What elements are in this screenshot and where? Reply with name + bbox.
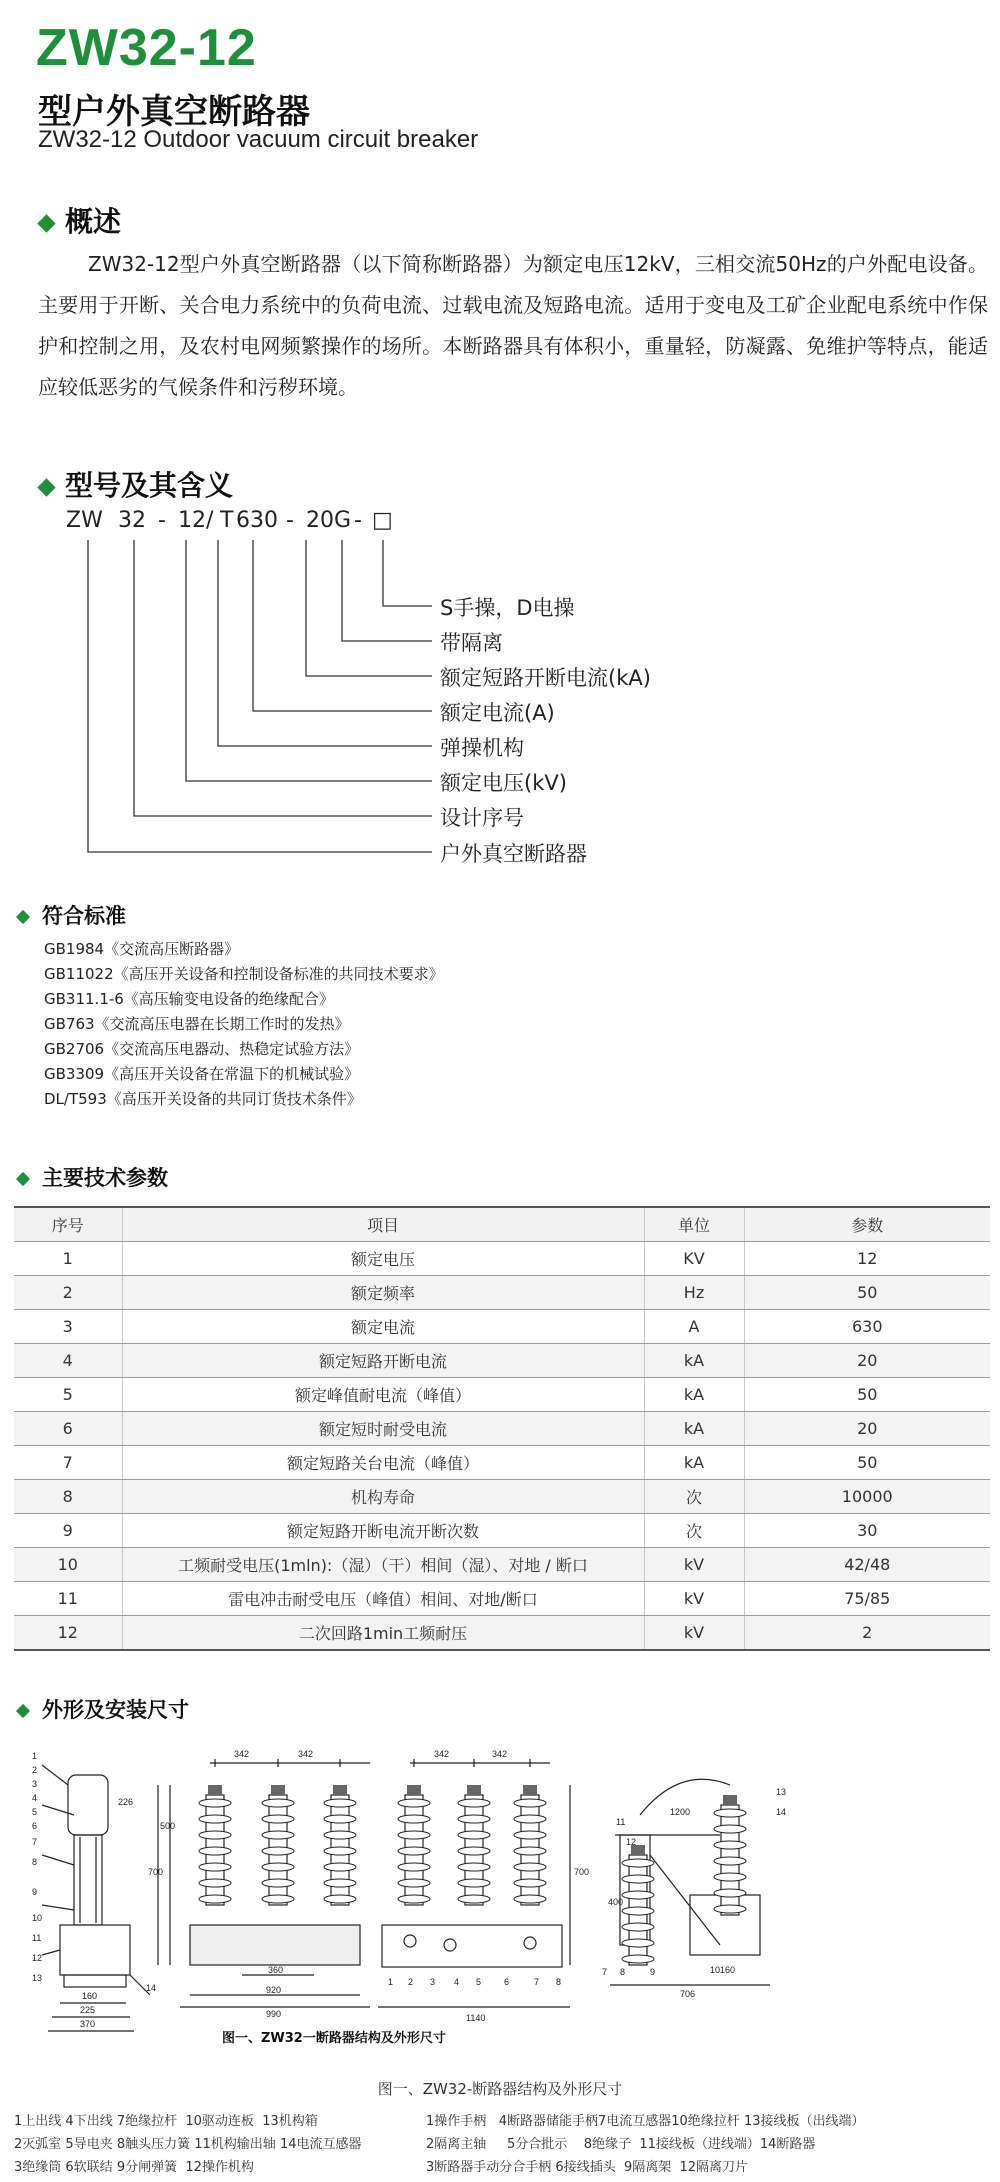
legend-item: 11接线板（进线端） [639, 2137, 760, 2152]
table-cell: 5 [14, 1378, 122, 1412]
table-cell: kV [644, 1582, 744, 1616]
table-cell: kV [644, 1548, 744, 1582]
legend-item: 2灭弧室 [14, 2137, 62, 2152]
table-cell: 4 [14, 1344, 122, 1378]
rear-callout: 6 [504, 1977, 510, 1987]
table-cell: 11 [14, 1582, 122, 1616]
table-cell: 额定短路关台电流（峰值） [122, 1446, 644, 1480]
table-cell: 额定峰值耐电流（峰值） [122, 1378, 644, 1412]
table-cell: 工频耐受电压(1mln):（湿）（干）相间（湿）、对地 / 断口 [122, 1548, 644, 1582]
right-callout: 9 [650, 1967, 656, 1977]
table-cell: kA [644, 1378, 744, 1412]
side-callout: 12 [32, 1953, 43, 1963]
table-cell: 12 [14, 1616, 122, 1651]
table-cell: kA [644, 1412, 744, 1446]
table-row [14, 1242, 990, 1276]
table-cell: kA [644, 1446, 744, 1480]
table-cell: 10 [14, 1548, 122, 1582]
legend-item: 14电流互感器 [279, 2137, 362, 2152]
legend-item: 3断路器手动分合手柄 [426, 2160, 552, 2175]
legend-item: 4断路器储能手柄 [498, 2114, 598, 2129]
legend-item: 3绝缘筒 [14, 2160, 62, 2175]
table-cell: kV [644, 1616, 744, 1651]
rear-callout: 8 [556, 1977, 562, 1987]
legend-item: 11机构输出轴 [194, 2137, 276, 2152]
table-cell: 20 [744, 1344, 990, 1378]
dim-label: 342 [298, 1749, 314, 1759]
right-callout: 13 [776, 1787, 787, 1797]
dim-label: 342 [492, 1749, 508, 1759]
model-code-heading: 型号及其含义 [65, 469, 234, 502]
table-cell: 50 [744, 1276, 990, 1310]
table-cell: 2 [744, 1616, 990, 1651]
table-cell: Hz [644, 1276, 744, 1310]
table-row [14, 1276, 990, 1310]
table-cell: 3 [14, 1310, 122, 1344]
table-cell: 机构寿命 [122, 1480, 644, 1514]
table-cell: 额定电压 [122, 1242, 644, 1276]
legend-item: 9分闸弹簧 [116, 2160, 178, 2175]
dim-label: 225 [80, 2005, 96, 2015]
table-cell: 42/48 [744, 1548, 990, 1582]
right-callout: 11 [616, 1817, 626, 1827]
dim-label: 700 [148, 1867, 164, 1877]
side-callout: 11 [32, 1933, 42, 1943]
dim-label: 370 [80, 2019, 96, 2029]
code-part: T [220, 508, 234, 533]
legend-item: 8绝缘子 [583, 2137, 632, 2152]
legend-b-row [426, 2156, 748, 2175]
right-callout: 10 [710, 1965, 721, 1975]
table-cell: 20 [744, 1412, 990, 1446]
table-cell: 30 [744, 1514, 990, 1548]
side-callout: 6 [32, 1821, 38, 1831]
table-row [14, 1480, 990, 1514]
code-meaning: 弹操机构 [440, 736, 524, 760]
rear-callout: 5 [476, 1977, 482, 1987]
legend-item: 12操作机构 [185, 2160, 254, 2175]
table-cell: 额定短时耐受电流 [122, 1412, 644, 1446]
table-cell: kA [644, 1344, 744, 1378]
code-part: 32 [118, 508, 146, 533]
table-cell: 12 [744, 1242, 990, 1276]
legend-a-row [14, 2110, 318, 2129]
table-cell: 二次回路1min工频耐压 [122, 1616, 644, 1651]
standard-item: GB1984《交流高压断路器》 [44, 940, 240, 958]
legend-item: 5分合批示 [506, 2137, 568, 2152]
legend-item: 4下出线 [65, 2114, 113, 2129]
dim-label: 920 [266, 1985, 282, 1995]
table-cell: 75/85 [744, 1582, 990, 1616]
dim-label: 342 [434, 1749, 450, 1759]
legend-item: 6软联结 [65, 2160, 113, 2175]
dim-label: 226 [118, 1797, 134, 1807]
dim-label: 342 [234, 1749, 250, 1759]
overview-body: ZW32-12型户外真空断路器（以下简称断路器）为额定电压12kV，三相交流50Hz的户外配电设备。主要用于开断、关合电力系统中的负荷电流、过载电流及短路电流。适用于变电及工矿企业配电系统中作保护和控制之用，及农村电网频繁操作的场所。本断路器具有体积小，重量轻，防凝露、免维护等特点，能适应较低恶劣的气候条件和污秽环境。 [38, 252, 988, 399]
side-callout: 2 [32, 1765, 38, 1775]
table-cell: KV [644, 1242, 744, 1276]
code-part: 12 [178, 508, 206, 533]
dim-label: 700 [574, 1867, 590, 1877]
figure-caption: 图一、ZW32-断路器结构及外形尺寸 [377, 2080, 623, 2098]
code-meaning: 设计序号 [440, 806, 524, 830]
side-callout: 3 [32, 1779, 38, 1789]
table-row [14, 1412, 990, 1446]
code-part: - [286, 508, 294, 533]
side-callout: 9 [32, 1887, 38, 1897]
table-header-row [14, 1207, 990, 1242]
section-tech-params [18, 1162, 168, 1192]
column-header: 序号 [14, 1207, 122, 1242]
side-callout: 7 [32, 1837, 38, 1847]
figure-caption-small: 图一、ZW32一断路器结构及外形尺寸 [222, 2031, 446, 2046]
column-header: 单位 [644, 1207, 744, 1242]
dim-label: 1200 [670, 1807, 691, 1817]
rear-callout: 2 [408, 1977, 414, 1987]
code-part: ZW [66, 508, 103, 533]
diamond-bullet-icon [16, 910, 30, 924]
table-row [14, 1616, 990, 1651]
code-meaning: 额定电压(kV) [440, 771, 567, 795]
dim-label: 706 [680, 1989, 696, 1999]
column-header: 参数 [744, 1207, 990, 1242]
table-cell: 630 [744, 1310, 990, 1344]
code-meaning: 额定短路开断电流(kA) [440, 666, 651, 690]
rear-callout: 4 [454, 1977, 460, 1987]
right-callout: 7 [602, 1967, 608, 1977]
table-cell: 8 [14, 1480, 122, 1514]
overview-heading: 概述 [65, 205, 122, 238]
standard-item: GB3309《高压开关设备在常温下的机械试验》 [44, 1065, 360, 1083]
table-row [14, 1344, 990, 1378]
dim-label: 1140 [466, 2013, 486, 2023]
dim-label: 160 [82, 1991, 98, 2001]
table-cell: 50 [744, 1378, 990, 1412]
section-standards [18, 900, 126, 930]
legend-item: 10绝缘拉杆 [671, 2114, 740, 2129]
right-callout: 8 [620, 1967, 626, 1977]
standard-item: GB11022《高压开关设备和控制设备标准的共同技术要求》 [44, 965, 444, 983]
diamond-bullet-icon [16, 1704, 30, 1718]
code-meaning: 额定电流(A) [440, 701, 555, 725]
breaker-drawing [30, 1745, 990, 2045]
dim-label: 990 [266, 2009, 282, 2019]
standards-heading: 符合标准 [42, 904, 126, 928]
legend-item: 14断路器 [759, 2137, 816, 2152]
legend-item: 13接线板（出线端） [743, 2114, 865, 2129]
rear-callout: 7 [534, 1977, 540, 1987]
legend-b-row [426, 2133, 815, 2152]
code-part: - [354, 508, 362, 533]
code-meaning: S手操，D电操 [440, 596, 575, 620]
section-dimensions [18, 1694, 189, 1724]
table-cell: 9 [14, 1514, 122, 1548]
side-callout: 13 [32, 1973, 43, 1983]
standard-item: DL/T593《高压开关设备的共同订货技术条件》 [44, 1090, 362, 1108]
model-number: ZW32-12 [36, 19, 257, 77]
table-cell: 2 [14, 1276, 122, 1310]
code-meaning: 户外真空断路器 [440, 842, 587, 866]
table-cell: 7 [14, 1446, 122, 1480]
code-part: G [334, 508, 352, 533]
right-callout: 14 [776, 1807, 787, 1817]
dim-label: 160 [720, 1965, 736, 1975]
right-callout: 12 [626, 1837, 637, 1847]
code-part: 630 [236, 508, 278, 533]
table-row [14, 1310, 990, 1344]
code-part: □ [372, 508, 393, 533]
side-callout: 5 [32, 1807, 38, 1817]
legend-item: 7电流互感器 [597, 2114, 672, 2129]
table-cell: 额定频率 [122, 1276, 644, 1310]
dim-label: 500 [160, 1821, 176, 1831]
legend-item: 7绝缘拉杆 [116, 2114, 178, 2129]
table-row [14, 1378, 990, 1412]
table-cell: 6 [14, 1412, 122, 1446]
side-callout: 1 [32, 1751, 38, 1761]
side-callout: 8 [32, 1857, 38, 1867]
tech-params-table [14, 1206, 990, 1651]
column-header: 项目 [122, 1207, 644, 1242]
table-cell: 额定电流 [122, 1310, 644, 1344]
code-part: - [158, 508, 166, 533]
standard-item: GB763《交流高压电器在长期工作时的发热》 [44, 1015, 350, 1033]
product-title-cn: 型户外真空断路器 [38, 92, 310, 132]
code-part: 20 [306, 508, 334, 533]
legend-a-row [14, 2156, 254, 2175]
table-cell: 额定短路开断电流开断次数 [122, 1514, 644, 1548]
table-cell: 次 [644, 1480, 744, 1514]
table-cell: A [644, 1310, 744, 1344]
code-part: / [206, 508, 214, 533]
legend-item: 12隔离刀片 [679, 2160, 749, 2175]
rear-callout: 3 [430, 1977, 436, 1987]
legend-item: 9隔离架 [623, 2160, 672, 2175]
side-callout: 4 [32, 1793, 38, 1803]
tech-heading: 主要技术参数 [42, 1166, 168, 1190]
table-cell: 10000 [744, 1480, 990, 1514]
diamond-bullet-icon [16, 1172, 30, 1186]
standard-item: GB311.1-6《高压输变电设备的绝缘配合》 [44, 990, 334, 1008]
table-cell: 次 [644, 1514, 744, 1548]
table-cell: 1 [14, 1242, 122, 1276]
legend-a-row [14, 2133, 362, 2152]
standard-item: GB2706《交流高压电器动、热稳定试验方法》 [44, 1040, 360, 1058]
side-callout: 10 [32, 1913, 43, 1923]
dim-label: 400 [608, 1897, 624, 1907]
product-title-en: ZW32-12 Outdoor vacuum circuit breaker [38, 126, 479, 153]
side-callout: 14 [146, 1983, 157, 1993]
legend-item: 1操作手柄 [426, 2114, 487, 2129]
table-row [14, 1582, 990, 1616]
table-cell: 额定短路开断电流 [122, 1344, 644, 1378]
table-row [14, 1446, 990, 1480]
rear-callout: 1 [388, 1977, 394, 1987]
legend-item: 10驱动连板 [185, 2114, 254, 2129]
table-cell: 50 [744, 1446, 990, 1480]
dim-label: 360 [268, 1965, 284, 1975]
legend-b-row [426, 2110, 864, 2129]
legend-item: 13机构箱 [262, 2114, 318, 2129]
legend-item: 6接线插头 [555, 2160, 616, 2175]
table-row [14, 1514, 990, 1548]
legend-item: 2隔离主轴 [426, 2137, 487, 2152]
legend-item: 5导电夹 [65, 2137, 113, 2152]
legend-item: 1上出线 [14, 2114, 62, 2129]
legend-item: 8触头压力簧 [116, 2137, 191, 2152]
table-cell: 雷电冲击耐受电压（峰值）相间、对地/断口 [122, 1582, 644, 1616]
dimensions-heading: 外形及安装尺寸 [42, 1698, 189, 1722]
table-row [14, 1548, 990, 1582]
code-meaning: 带隔离 [440, 631, 503, 655]
